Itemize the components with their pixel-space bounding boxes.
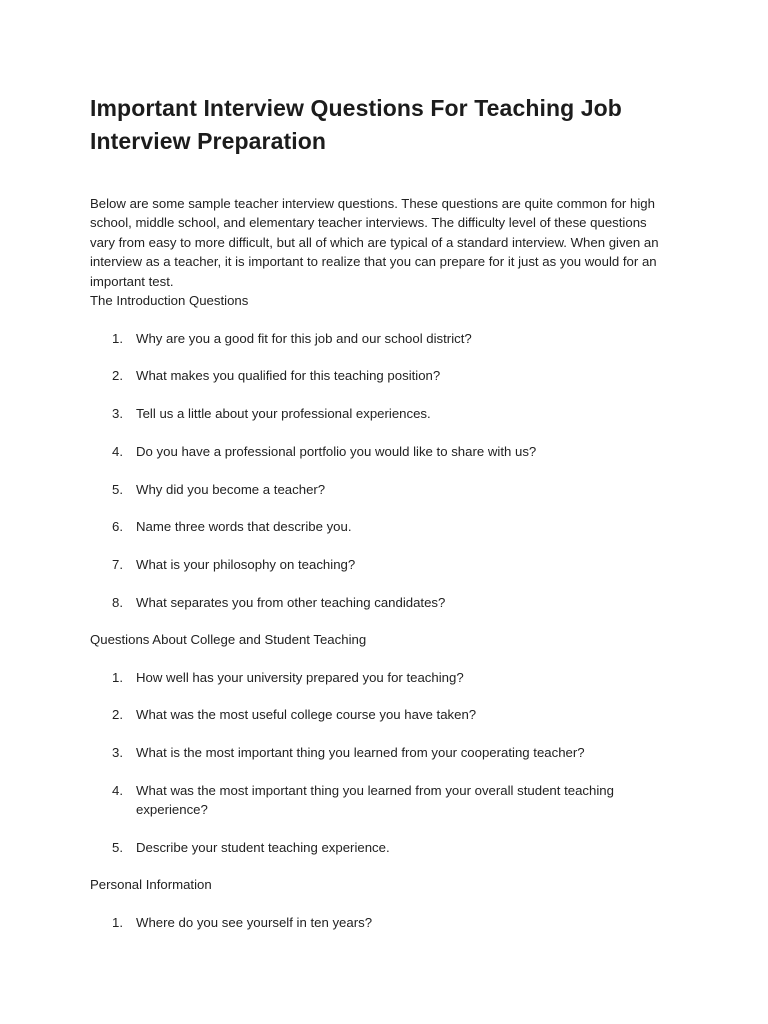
list-item: [90, 442, 668, 461]
item-text: What separates you from other teaching candidates?: [136, 594, 446, 610]
item-text: Where do you see yourself in ten years?: [136, 915, 373, 931]
section-personal: [90, 875, 668, 932]
question-list: [90, 913, 668, 932]
question-list: [90, 668, 668, 858]
list-item: [90, 668, 668, 687]
list-item: [90, 555, 668, 574]
page-title: Important Interview Questions For Teaching Job Interview Preparation: [90, 95, 622, 154]
section-heading: Personal Information: [90, 877, 212, 893]
item-text: How well has your university prepared you for teaching?: [136, 669, 464, 685]
item-number: 1.: [112, 330, 123, 346]
list-item: [90, 329, 668, 348]
section-introduction: [90, 291, 668, 612]
item-text: What is your philosophy on teaching?: [136, 556, 356, 572]
item-number: 6.: [112, 519, 123, 535]
item-number: 7.: [112, 556, 123, 572]
item-text: Do you have a professional portfolio you would like to share with us?: [136, 443, 537, 459]
item-number: 5.: [112, 481, 123, 497]
list-item: [90, 913, 668, 932]
item-number: 2.: [112, 707, 123, 723]
item-number: 4.: [112, 782, 123, 798]
list-item: [90, 838, 668, 857]
item-text: Why are you a good fit for this job and our school district?: [136, 330, 472, 346]
list-item: [90, 517, 668, 536]
section-heading: The Introduction Questions: [90, 293, 249, 309]
list-item: [90, 480, 668, 499]
item-number: 1.: [112, 915, 123, 931]
item-number: 2.: [112, 368, 123, 384]
question-list: [90, 329, 668, 612]
item-number: 1.: [112, 669, 123, 685]
item-text: What was the most useful college course you have taken?: [136, 707, 477, 723]
item-text: Why did you become a teacher?: [136, 481, 326, 497]
item-text: Name three words that describe you.: [136, 519, 352, 535]
list-item: [90, 743, 668, 762]
list-item: [90, 593, 668, 612]
item-number: 8.: [112, 594, 123, 610]
item-text: What was the most important thing you learned from your overall student teaching experience?: [136, 782, 614, 818]
list-item: [90, 404, 668, 423]
list-item: [90, 705, 668, 724]
list-item: [90, 366, 668, 385]
intro-paragraph: Below are some sample teacher interview questions. These questions are quite common for high school, middle school, and elementary teacher interviews. The difficulty level of these questions vary from easy to more difficult, but all of which are typical of a standard interview. When given an interview as a teacher, it is important to realize that you can prepare for it just as you would for an important test.: [90, 196, 659, 289]
item-text: What is the most important thing you learned from your cooperating teacher?: [136, 745, 585, 761]
item-number: 4.: [112, 443, 123, 459]
item-text: Describe your student teaching experience.: [136, 839, 390, 855]
section-college: [90, 630, 668, 857]
item-text: What makes you qualified for this teaching position?: [136, 368, 441, 384]
item-number: 3.: [112, 745, 123, 761]
item-number: 3.: [112, 406, 123, 422]
item-text: Tell us a little about your professional experiences.: [136, 406, 431, 422]
item-number: 5.: [112, 839, 123, 855]
list-item: [90, 781, 668, 820]
section-heading: Questions About College and Student Teaching: [90, 632, 367, 648]
